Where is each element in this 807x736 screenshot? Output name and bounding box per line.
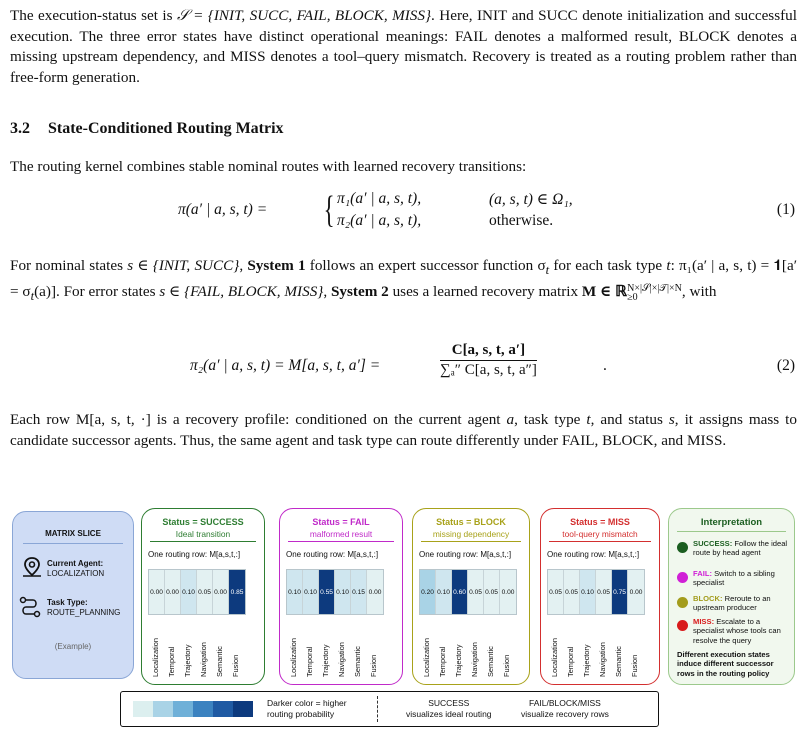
column-label: Semantic	[353, 646, 362, 677]
status-dot	[677, 542, 688, 553]
routing-row	[547, 569, 645, 615]
row-label: One routing row: M[a,s,t,:]	[547, 550, 640, 559]
routing-cell: 0.00	[628, 570, 644, 614]
paragraph-routing-kernel: The routing kernel combines stable nominal routes with learned recovery transitions:	[10, 158, 527, 175]
column-label: Fusion	[231, 654, 240, 677]
legend-swatch	[153, 701, 173, 717]
column-label: Navigation	[598, 642, 607, 677]
column-label: Temporal	[566, 646, 575, 677]
interpretation-item: MISS: Escalate to a specialist whose tools can resolve the query	[693, 617, 781, 645]
routing-cell: 0.00	[165, 570, 181, 614]
section-number: 3.2	[10, 120, 30, 137]
panel-title: Status = SUCCESS	[162, 517, 244, 527]
routing-cell: 0.10	[181, 570, 197, 614]
status-dot	[677, 597, 688, 608]
legend-success-text: SUCCESS visualizes ideal routing	[406, 698, 492, 719]
routing-cell: 0.00	[149, 570, 165, 614]
task-label: Task Type:	[47, 598, 88, 607]
paragraph-nominal-states: For nominal states s ∈ {INIT, SUCC}, System 1 follows an expert successor function $\sigma_t$ for each task type t: π₁(a′ | a, s, t) = 𝟏[a′ = $\sigma_t(a)$]. For error states s ∈ {FAIL, BLOCK, MISS}, System 2 uses a learned recovery matrix M ∈ ℝ N×|𝒮|×|𝒯|×N ≥0 , with	[10, 257, 798, 304]
routing-cell: 0.55	[319, 570, 335, 614]
status-panel-0	[141, 508, 265, 685]
row-label: One routing row: M[a,s,t,:]	[286, 550, 379, 559]
legend-swatches	[133, 701, 253, 717]
routing-cell: 0.10	[436, 570, 452, 614]
legend-fail-text: FAIL/BLOCK/MISS visualize recovery rows	[521, 698, 609, 719]
panel-title: Status = FAIL	[312, 517, 370, 527]
legend-swatch	[233, 701, 253, 717]
section-heading	[10, 120, 284, 138]
routing-cell: 0.05	[564, 570, 580, 614]
column-label: Temporal	[305, 646, 314, 677]
map-pin-icon	[21, 556, 43, 578]
routing-cell: 0.15	[351, 570, 367, 614]
matrix-slice-card	[12, 511, 134, 679]
status-dot	[677, 620, 688, 631]
panel-subtitle: Ideal transition	[175, 529, 231, 539]
routing-row	[286, 569, 384, 615]
column-label: Localization	[289, 637, 298, 677]
routing-row	[419, 569, 517, 615]
routing-cell: 0.00	[367, 570, 383, 614]
interpretation-footer: Different execution states induce different successor rows in the routing policy	[677, 650, 774, 678]
row-label: One routing row: M[a,s,t,:]	[419, 550, 512, 559]
routing-cell: 0.05	[468, 570, 484, 614]
agent-label: Current Agent:	[47, 559, 104, 568]
column-label: Localization	[422, 637, 431, 677]
routing-cell: 0.05	[197, 570, 213, 614]
routing-cell: 0.10	[580, 570, 596, 614]
routing-cell: 0.10	[335, 570, 351, 614]
routing-cell: 0.05	[548, 570, 564, 614]
status-dot	[677, 572, 688, 583]
column-label: Semantic	[614, 646, 623, 677]
column-label: Navigation	[337, 642, 346, 677]
status-panel-3	[540, 508, 660, 685]
column-label: Trajectory	[183, 644, 192, 677]
section-title: State-Conditioned Routing Matrix	[48, 120, 284, 137]
interpretation-title: Interpretation	[700, 517, 763, 528]
equation-number-1: (1)	[776, 201, 795, 218]
route-icon	[19, 596, 41, 618]
panel-title: Status = BLOCK	[436, 517, 506, 527]
routing-cell: 0.00	[500, 570, 516, 614]
column-label: Localization	[550, 637, 559, 677]
routing-cell: 0.85	[229, 570, 245, 614]
legend	[120, 691, 659, 727]
example-label: (Example)	[54, 642, 92, 651]
legend-swatch	[213, 701, 233, 717]
interpretation-card	[668, 508, 795, 685]
panel-subtitle: missing dependency	[432, 529, 510, 539]
column-label: Navigation	[470, 642, 479, 677]
routing-cell: 0.10	[287, 570, 303, 614]
legend-swatch	[173, 701, 193, 717]
routing-cell: 0.05	[484, 570, 500, 614]
routing-cell: 0.60	[452, 570, 468, 614]
status-panel-1	[279, 508, 403, 685]
equation-number-2: (2)	[776, 357, 795, 374]
column-label: Semantic	[486, 646, 495, 677]
routing-cell: 0.00	[213, 570, 229, 614]
matrix-slice-title: MATRIX SLICE	[45, 529, 101, 538]
interpretation-item: FAIL: Switch to a sibling specialist	[693, 569, 775, 588]
legend-darker-text: Darker color = higher routing probability	[267, 698, 347, 719]
legend-swatch	[133, 701, 153, 717]
legend-swatch	[193, 701, 213, 717]
column-label: Localization	[151, 637, 160, 677]
routing-cell: 0.05	[596, 570, 612, 614]
routing-cell: 0.20	[420, 570, 436, 614]
routing-cell: 0.10	[303, 570, 319, 614]
column-label: Temporal	[167, 646, 176, 677]
status-panel-2	[412, 508, 530, 685]
column-label: Navigation	[199, 642, 208, 677]
column-label: Trajectory	[582, 644, 591, 677]
equation-1: π(a′ | a, s, t) = { π₁(a′ | a, s, t), (a, s, t) ∈ Ω₁, π₂(a′ | a, s, t), otherwise. (1)	[178, 189, 795, 231]
column-label: Trajectory	[454, 644, 463, 677]
paragraph-recovery-profile: Each row M[a, s, t, ·] is a recovery profile: conditioned on the current agent a, task type t, and status s, it assigns mass to candidate successor agents. Thus, the same agent and task type can route differently under FAIL, BLOCK, and MISS.	[10, 411, 797, 449]
equation-2: π₂(a′ | a, s, t) = M[a, s, t, a′] = $\frac{C[a, s, t, a']}{\text{∑ₐ″ C[a, s, t, a″]}}$ . (2)	[190, 342, 795, 378]
routing-cell: 0.75	[612, 570, 628, 614]
column-label: Fusion	[502, 654, 511, 677]
column-label: Fusion	[630, 654, 639, 677]
panel-subtitle: tool-query mismatch	[562, 529, 638, 539]
paragraph-status-set: The execution-status set is 𝒮 = {INIT, SUCC, FAIL, BLOCK, MISS}. Here, INIT and SUCC denote initialization and successful execution. The three error states have distinct operational meanings: FAIL denotes a malformed result, BLOCK denotes a missing upstream dependency, and MISS denotes a tool–query mismatch. Recovery is treated as a routing problem rather than free-form generation.	[10, 7, 797, 86]
interpretation-item: SUCCESS: Follow the ideal route by head agent	[693, 539, 788, 558]
column-label: Temporal	[438, 646, 447, 677]
column-label: Fusion	[369, 654, 378, 677]
row-label: One routing row: M[a,s,t,:]	[148, 550, 241, 559]
routing-row	[148, 569, 246, 615]
task-value: ROUTE_PLANNING	[47, 608, 121, 617]
routing-figure	[0, 495, 807, 736]
interpretation-item: BLOCK: Reroute to an upstream producer	[693, 594, 771, 613]
column-label: Trajectory	[321, 644, 330, 677]
panel-subtitle: malformed result	[309, 529, 373, 539]
panel-title: Status = MISS	[570, 517, 630, 527]
column-label: Semantic	[215, 646, 224, 677]
agent-value: LOCALIZATION	[47, 569, 105, 578]
